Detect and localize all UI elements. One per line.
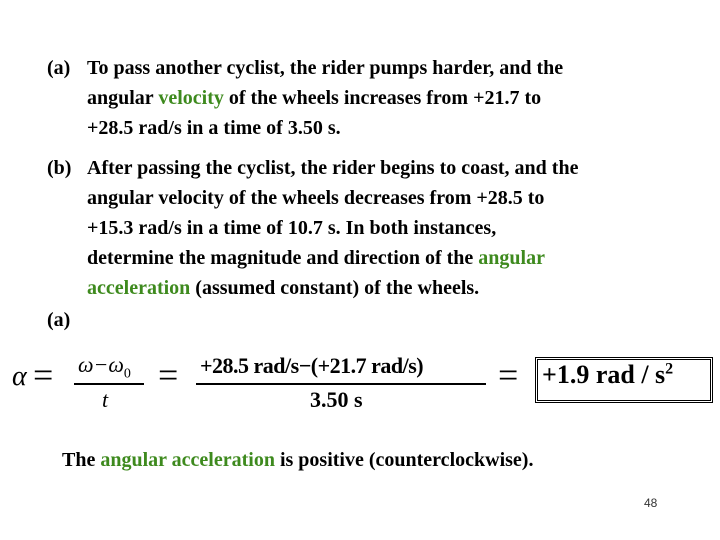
acceleration-term: acceleration <box>87 277 191 299</box>
fraction-2-numerator: +28.5 rad/s−(+21.7 rad/s) <box>200 353 424 378</box>
part-a-line-3: +28.5 rad/s in a time of 3.50 s. <box>87 117 341 139</box>
equals-sign-2: = <box>158 355 179 395</box>
alpha-symbol: α <box>12 361 27 392</box>
angular-acceleration-term: angular acceleration <box>100 449 275 471</box>
problem-part-a <box>47 53 697 143</box>
part-a-line-1: To pass another cyclist, the rider pumps harder, and the <box>87 57 564 79</box>
part-a-line-2-pre: angular <box>87 87 159 109</box>
part-b-line-3: +15.3 rad/s in a time of 10.7 s. In both instances, <box>87 217 497 239</box>
angular-term: angular <box>478 247 545 269</box>
equals-sign-1: = <box>33 355 54 395</box>
result-value: +1.9 rad / $s^2$ <box>542 360 674 389</box>
fraction-1-bar <box>74 383 144 385</box>
omega-zero-subscript: 0 <box>123 366 131 382</box>
problem-part-b <box>47 153 697 303</box>
part-b-line-5-post: (assumed constant) of the wheels. <box>190 277 480 299</box>
conclusion: The angular acceleration is positive (counterclockwise). <box>62 449 534 471</box>
part-b-line-4-pre: determine the magnitude and direction of the <box>87 247 479 269</box>
page-number: 48 <box>644 496 658 510</box>
part-a-tag: (a) <box>47 57 71 79</box>
fraction-1-denominator: t <box>102 387 109 412</box>
part-a-line-2-post: of the wheels increases from +21.7 to <box>223 87 542 109</box>
fraction-2-bar <box>196 383 486 385</box>
equals-sign-3: = <box>498 355 519 395</box>
part-b-tag: (b) <box>47 157 72 179</box>
result-exponent: 2 <box>665 360 674 378</box>
part-b-line-2: angular velocity of the wheels decreases from +28.5 to <box>87 187 545 209</box>
fraction-2-denominator: 3.50 s <box>310 387 363 412</box>
fraction-1-numerator: $\omega-\omega_0$ <box>78 352 131 382</box>
velocity-term: velocity <box>158 87 224 109</box>
solution-label: (a) <box>47 309 71 331</box>
part-b-line-1: After passing the cyclist, the rider begins to coast, and the <box>87 157 579 179</box>
